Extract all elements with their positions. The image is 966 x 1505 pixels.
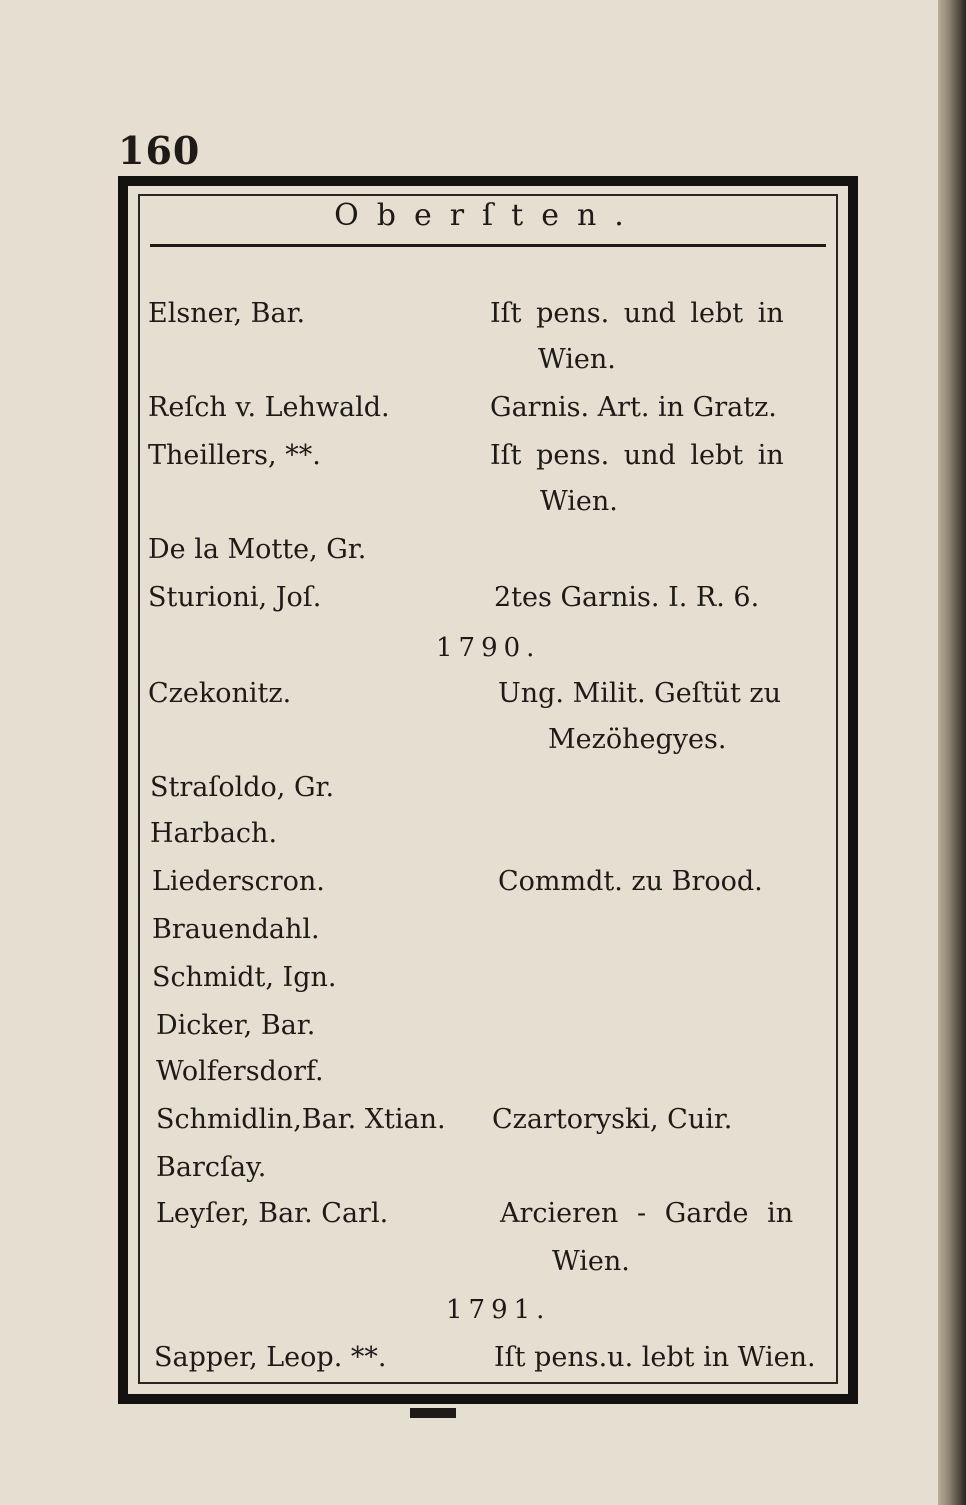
entry-note-continued: Mezöhegyes. [548, 724, 727, 755]
entry-name: Schmidlin,Bar. Xtian. [156, 1104, 446, 1135]
entry-note: Iſt pens. und lebt in [490, 298, 784, 329]
entry-note-continued: Wien. [552, 1246, 630, 1277]
entry-name: Theillers, **. [148, 440, 321, 471]
entry-name: Sapper, Leop. **. [154, 1342, 387, 1373]
entry-name: Dicker, Bar. [156, 1010, 316, 1041]
entry-note-continued: Wien. [538, 344, 616, 375]
entry-name: Liederscron. [152, 866, 325, 897]
entry-name: De la Motte, Gr. [148, 534, 367, 565]
entry-name: Wolfersdorf. [156, 1056, 324, 1087]
entry-name: Brauendahl. [152, 914, 320, 945]
entry-note: Arcieren - Garde in [500, 1198, 794, 1229]
entry-note: 2tes Garnis. I. R. 6. [494, 582, 760, 613]
entry-note-continued: Wien. [540, 486, 618, 517]
entry-name: Leyſer, Bar. Carl. [156, 1198, 389, 1229]
entry-note: Garnis. Art. in Gratz. [490, 392, 777, 423]
heading-rule [150, 244, 826, 247]
section-heading: Oberſten. [334, 198, 642, 233]
entry-note: Commdt. zu Brood. [498, 866, 763, 897]
ornament-mark [410, 1408, 456, 1418]
entry-note: Iſt pens.u. lebt in Wien. [494, 1342, 816, 1373]
entry-name: Reſch v. Lehwald. [148, 392, 390, 423]
entry-note: Iſt pens. und lebt in [490, 440, 784, 471]
year-heading: 1790. [436, 633, 541, 663]
entry-name: Harbach. [150, 818, 278, 849]
year-heading: 1791. [446, 1295, 551, 1325]
page-number: 160 [118, 128, 201, 173]
book-spine [938, 0, 966, 1505]
entry-name: Sturioni, Joſ. [148, 582, 322, 613]
entry-name: Czekonitz. [148, 678, 292, 709]
entry-name: Straſoldo, Gr. [150, 772, 335, 803]
entry-name: Barcſay. [156, 1152, 267, 1183]
entry-note: Ung. Milit. Geſtüt zu [498, 678, 781, 709]
entry-name: Elsner, Bar. [148, 298, 306, 329]
entry-name: Schmidt, Ign. [152, 962, 337, 993]
entry-note: Czartoryski, Cuir. [492, 1104, 733, 1135]
